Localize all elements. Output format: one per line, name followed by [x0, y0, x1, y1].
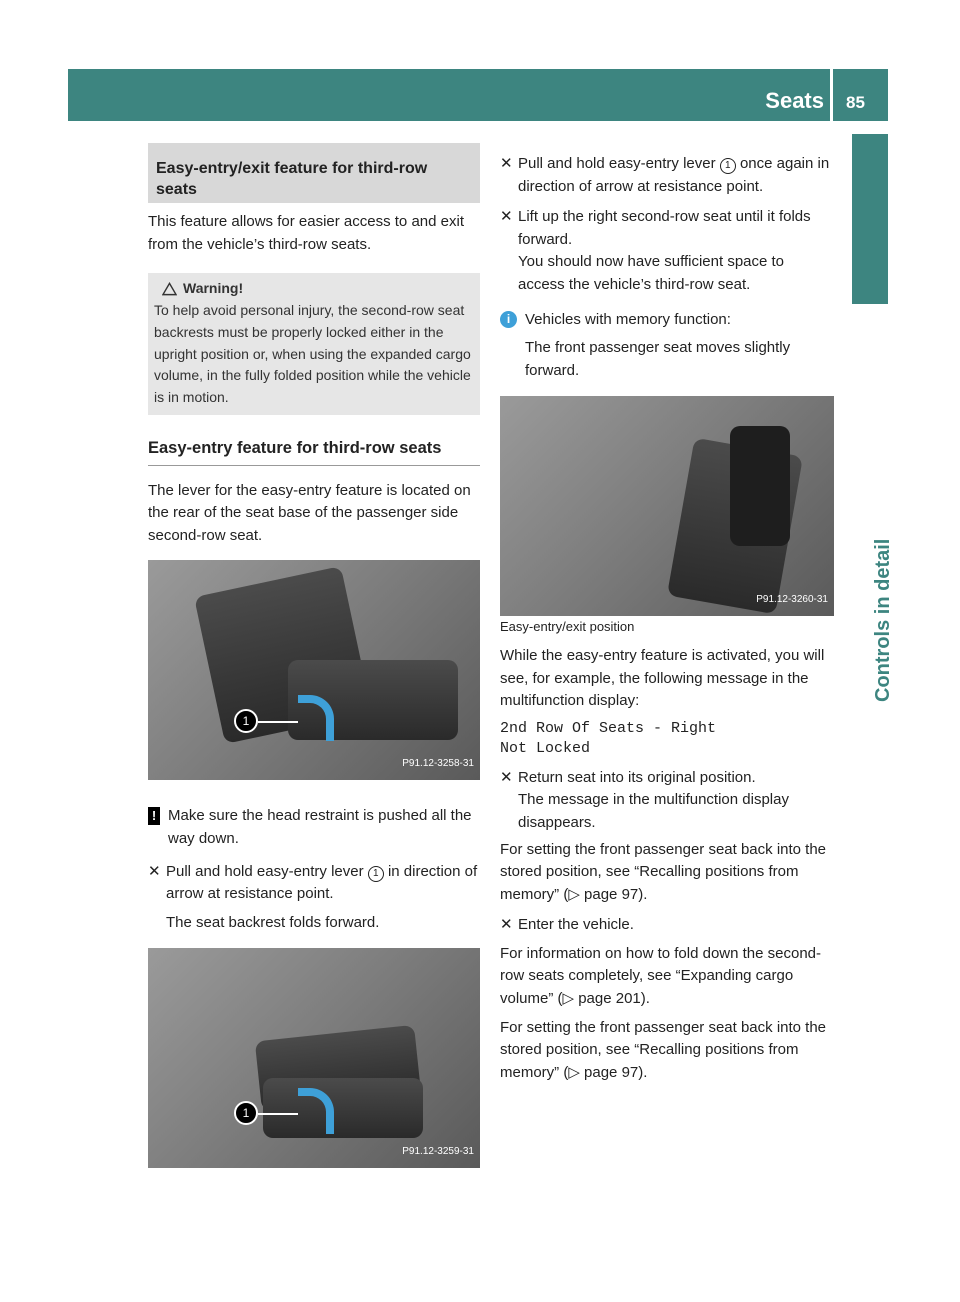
side-tab	[852, 134, 888, 304]
step-4	[500, 767, 834, 790]
step-1	[148, 861, 480, 906]
step-marker-icon: ✕	[500, 155, 513, 172]
intro-text: This feature allows for easier access to and exit from the vehicle’s third-row seats.	[148, 213, 464, 253]
note-text: Make sure the head restraint is pushed all the way down.	[168, 807, 472, 847]
warning-text: To help avoid personal injury, the second-row seat backrests must be properly locked either in the upright position or, when using the expanded cargo volume, in the fully folded position while the vehicle is in motion.	[154, 301, 471, 406]
lever-number: 1	[368, 866, 384, 882]
step-1-text-b: in direction of arrow at resistance point.	[166, 862, 478, 903]
step-3	[500, 206, 834, 251]
seat-photo-3	[500, 396, 834, 616]
fold-paragraph: For information on how to fold down the second-row seats completely, see “Expanding cargo volume” (▷ page 201).	[500, 944, 822, 1008]
memory-paragraph-1: For setting the front passenger seat back into the stored position, see “Recalling positions from memory” (▷ page 97).	[500, 840, 827, 903]
warning-icon	[162, 282, 177, 296]
side-tab-label: Controls in detail	[872, 538, 894, 702]
display-message-line-2: Not Locked	[500, 739, 591, 757]
step-4-result: The message in the multifunction display disappears.	[518, 791, 789, 831]
photo-code: P91.12-3259-31	[402, 1145, 474, 1157]
step-marker-icon: ✕	[500, 768, 513, 786]
step-5	[500, 914, 834, 937]
step-3-text: Lift up the right second-row seat until it folds forward.	[518, 208, 811, 248]
seat-photo-2	[148, 948, 480, 1168]
subheading: Easy-entry feature for third-row seats	[148, 437, 480, 466]
step-1-text-a: Pull and hold easy-entry lever	[166, 862, 364, 880]
seat-back-shape	[730, 426, 790, 546]
photo-code: P91.12-3258-31	[402, 757, 474, 769]
step-2	[500, 153, 834, 198]
lever-number: 1	[720, 158, 736, 174]
step-3-result: You should now have sufficient space to access the vehicle’s third-row seat.	[518, 253, 785, 293]
callout-1: 1	[234, 1101, 258, 1125]
exclamation-icon: !	[148, 807, 160, 825]
side-tab-label-wrap	[848, 310, 892, 710]
page-number: 85	[846, 93, 865, 112]
info-title: Vehicles with memory function:	[525, 310, 731, 328]
callout-line	[258, 721, 298, 723]
display-paragraph: While the easy-entry feature is activated, you will see, for example, the following message in the multifunction display:	[500, 646, 825, 710]
step-1-result: The seat backrest folds forward.	[166, 913, 380, 931]
page-title: Seats	[765, 88, 824, 113]
warning-box	[148, 273, 480, 415]
step-marker-icon: ✕	[500, 208, 513, 226]
warning-title-text: Warning!	[183, 280, 244, 297]
display-message-line-1: 2nd Row Of Seats - Right	[500, 719, 717, 737]
callout-line	[258, 1113, 298, 1115]
step-1-text	[166, 861, 480, 906]
memory-paragraph-2: For setting the front passenger seat back into the stored position, see “Recalling positions from memory” (▷ page 97).	[500, 1018, 827, 1081]
seat-photo-1	[148, 560, 480, 780]
note	[148, 805, 480, 850]
step-2-text-a: Pull and hold easy-entry lever	[518, 155, 716, 172]
photo-code: P91.12-3260-31	[756, 593, 828, 605]
right-column	[500, 143, 834, 1084]
step-2-text	[518, 153, 834, 198]
step-5-text: Enter the vehicle.	[518, 916, 634, 934]
info-icon: i	[500, 311, 517, 328]
info-note	[500, 309, 834, 383]
step-marker-icon: ✕	[148, 862, 161, 880]
step-marker-icon: ✕	[500, 916, 513, 934]
info-text: The front passenger seat moves slightly forward.	[525, 339, 791, 379]
step-4-text: Return seat into its original position.	[518, 768, 756, 786]
step-2-text-b: once again in direction of arrow at resistance point.	[518, 155, 830, 195]
warning-title	[162, 278, 474, 300]
callout-1: 1	[234, 709, 258, 733]
photo-caption: Easy-entry/exit position	[500, 619, 635, 635]
seat-base-shape	[263, 1078, 423, 1138]
header-divider	[830, 69, 833, 121]
section-title: Easy-entry/exit feature for third-row seats	[148, 143, 480, 203]
left-column	[148, 143, 480, 1168]
lever-paragraph: The lever for the easy-entry feature is located on the rear of the seat base of the passenger side second-row seat.	[148, 481, 471, 544]
